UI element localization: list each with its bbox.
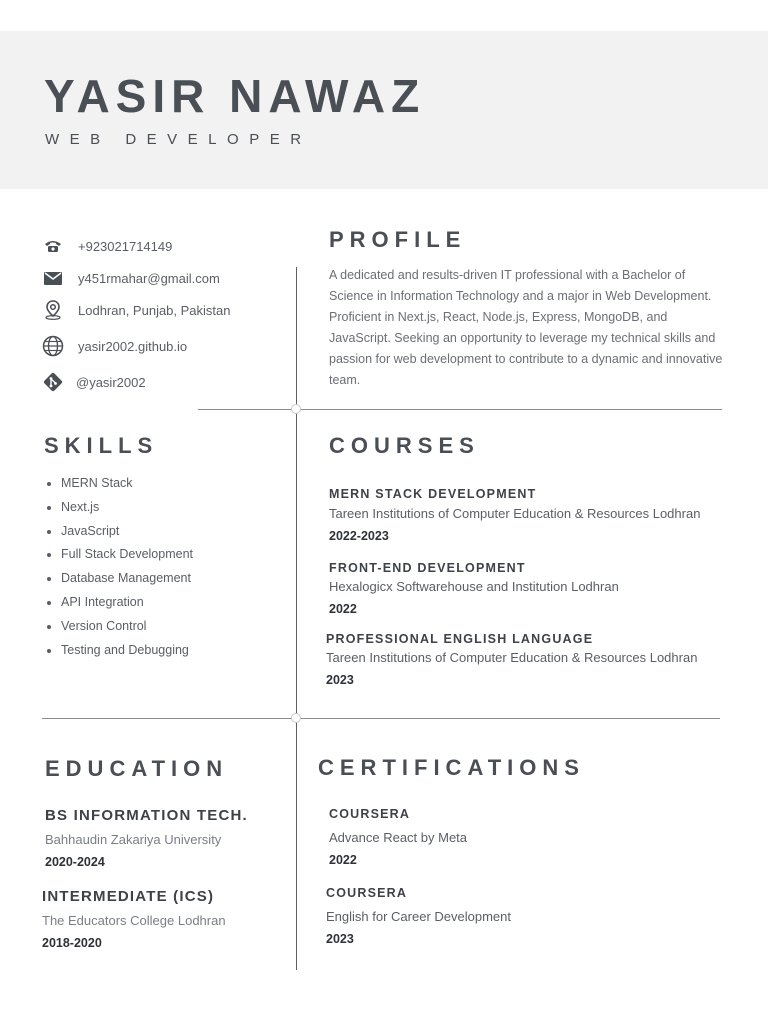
contact-phone-text: +923021714149 (78, 238, 173, 254)
course-institution: Tareen Institutions of Computer Education & Resources Lodhran (329, 506, 701, 521)
certifications-title: CERTIFICATIONS (318, 755, 585, 780)
git-icon (42, 371, 64, 393)
contact-git-text[interactable]: @yasir2002 (76, 374, 146, 390)
certification-name: English for Career Development (326, 909, 511, 924)
vertical-divider-top (296, 267, 297, 410)
certification-provider: COURSERA (326, 886, 408, 900)
course-name: MERN STACK DEVELOPMENT (329, 487, 537, 501)
course-institution: Tareen Institutions of Computer Education & Resources Lodhran (326, 650, 698, 665)
vertical-divider-bottom (296, 720, 297, 970)
horizontal-divider-2 (42, 718, 720, 719)
skill-item: • API Integration (61, 591, 193, 615)
contact-email[interactable] (42, 266, 220, 290)
envelope-icon (42, 267, 64, 289)
divider-node-2 (291, 713, 301, 723)
education-title: EDUCATION (45, 756, 229, 781)
resume-role: WEB DEVELOPER (45, 131, 312, 148)
skill-item: • Next.js (61, 496, 193, 520)
resume-name: YASIR NAWAZ (44, 70, 426, 122)
contact-phone (42, 234, 172, 258)
course-year: 2022 (329, 602, 357, 616)
vertical-divider-middle (296, 410, 297, 720)
course-name: FRONT-END DEVELOPMENT (329, 561, 526, 575)
course-institution: Hexalogicx Softwarehouse and Institution Lodhran (329, 579, 619, 594)
education-years: 2020-2024 (45, 855, 105, 869)
profile-title: PROFILE (329, 227, 467, 252)
contact-location (42, 298, 231, 322)
contact-location-text: Lodhran, Punjab, Pakistan (78, 302, 231, 318)
contact-website[interactable] (42, 334, 187, 358)
phone-icon (42, 235, 64, 257)
skills-title: SKILLS (44, 433, 159, 458)
skill-item: • Version Control (61, 615, 193, 639)
certification-year: 2023 (326, 932, 354, 946)
course-year: 2023 (326, 673, 354, 687)
globe-icon (42, 335, 64, 357)
education-institution: Bahhaudin Zakariya University (45, 832, 222, 847)
divider-node-1 (291, 404, 301, 414)
skill-item: • JavaScript (61, 520, 193, 544)
certification-name: Advance React by Meta (329, 830, 468, 845)
skill-item: • MERN Stack (61, 472, 193, 496)
courses-title: COURSES (329, 433, 480, 458)
horizontal-divider-1 (198, 409, 722, 410)
education-degree: INTERMEDIATE (ICS) (42, 888, 215, 905)
skill-item: • Database Management (61, 567, 193, 591)
course-name: PROFESSIONAL ENGLISH LANGUAGE (326, 632, 594, 646)
skills-list (44, 472, 193, 662)
contact-email-text[interactable]: y451rmahar@gmail.com (78, 270, 220, 286)
certification-provider: COURSERA (329, 807, 411, 821)
profile-text: A dedicated and results-driven IT professional with a Bachelor of Science in Information Technology and a major in Web Development. Proficient in Next.js, React, Node.js, Express, MongoDB, and JavaScript. Seeking an opportunity to leverage my technical skills and passion for web development to contribute to a dynamic and innovative team. (329, 268, 723, 387)
contact-website-text[interactable]: yasir2002.github.io (78, 338, 188, 354)
skill-item: • Full Stack Development (61, 543, 193, 567)
contact-git[interactable] (42, 370, 146, 394)
education-years: 2018-2020 (42, 936, 102, 950)
education-degree: BS INFORMATION TECH. (45, 807, 248, 824)
course-year: 2022-2023 (329, 529, 389, 543)
education-institution: The Educators College Lodhran (42, 913, 226, 928)
skill-item: • Testing and Debugging (61, 639, 193, 663)
location-pin-icon (42, 299, 64, 321)
certification-year: 2022 (329, 853, 357, 867)
